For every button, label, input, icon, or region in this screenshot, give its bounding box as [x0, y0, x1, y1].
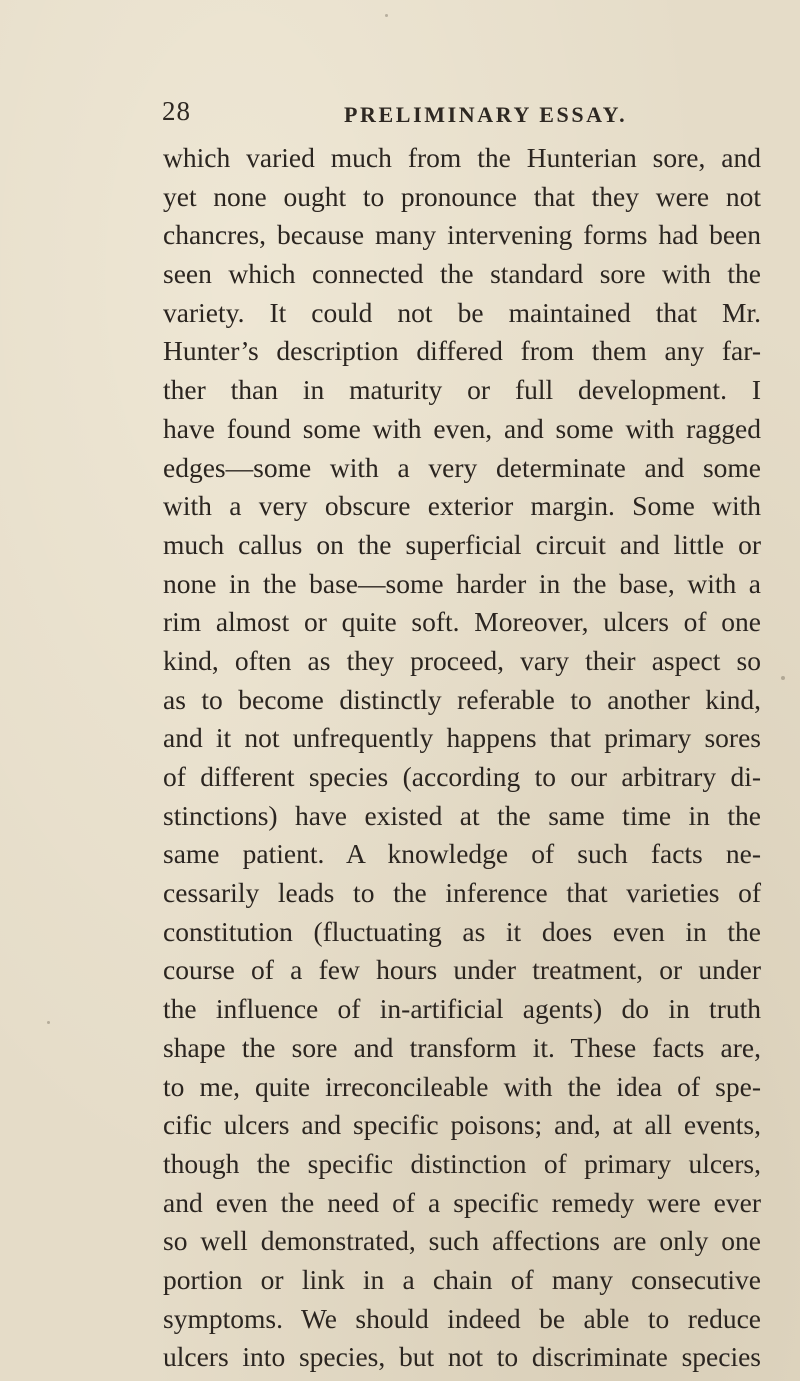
paper-speck	[781, 676, 785, 680]
paper-speck	[385, 14, 388, 17]
page-number: 28	[162, 96, 191, 126]
text-line: which varied much from the Hunterian sore, and	[163, 142, 761, 173]
text-line: none in the base—some harder in the base, with a	[163, 567, 761, 599]
text-line: cessarily leads to the inference that varieties of	[163, 877, 761, 909]
text-line: and it not unfrequently happens that primary sores	[163, 722, 761, 754]
text-line: cific ulcers and specific poisons; and, at all events,	[163, 1109, 761, 1141]
text-line: as to become distinctly referable to another kind,	[163, 683, 761, 715]
text-line: course of a few hours under treatment, or under	[163, 954, 761, 986]
text-line: shape the sore and transform it. These facts are,	[163, 1031, 761, 1063]
text-line: with a very obscure exterior margin. Some with	[163, 490, 761, 522]
paper-speck	[47, 1021, 50, 1024]
text-line: ulcers into species, but not to discriminate species	[163, 1341, 761, 1373]
text-line: symptoms. We should indeed be able to reduce	[163, 1302, 761, 1334]
text-line: same patient. A knowledge of such facts ne-	[163, 838, 761, 870]
text-line: chancres, because many intervening forms had been	[163, 219, 761, 251]
text-line: stinctions) have existed at the same time in the	[163, 799, 761, 831]
text-line: though the specific distinction of primary ulcers,	[163, 1147, 761, 1179]
text-line: ther than in maturity or full development. I	[163, 374, 761, 406]
text-line: the influence of in-artificial agents) do in truth	[163, 993, 761, 1025]
text-line: to me, quite irreconcileable with the idea of spe-	[163, 1070, 761, 1102]
text-line: Hunter’s description differed from them any far-	[163, 335, 761, 367]
text-line: and even the need of a specific remedy were ever	[163, 1186, 761, 1218]
text-line: so well demonstrated, such affections are only one	[163, 1225, 761, 1257]
text-line: variety. It could not be maintained that Mr.	[163, 296, 761, 328]
body-text	[163, 139, 761, 1377]
text-line: edges—some with a very determinate and some	[163, 451, 761, 483]
text-line: rim almost or quite soft. Moreover, ulcers of one	[163, 606, 761, 638]
text-line: seen which connected the standard sore with the	[163, 258, 761, 290]
running-head: PRELIMINARY ESSAY.	[344, 102, 628, 127]
text-line: of different species (according to our arbitrary di-	[163, 761, 761, 792]
page-header	[162, 96, 762, 136]
text-line: portion or link in a chain of many consecutive	[163, 1263, 761, 1295]
text-line: constitution (fluctuating as it does even in the	[163, 915, 761, 947]
text-line: much callus on the superficial circuit and little or	[163, 528, 761, 560]
text-line: kind, often as they proceed, vary their aspect so	[163, 644, 761, 676]
text-line: yet none ought to pronounce that they were not	[163, 180, 761, 212]
text-line: have found some with even, and some with ragged	[163, 412, 761, 444]
